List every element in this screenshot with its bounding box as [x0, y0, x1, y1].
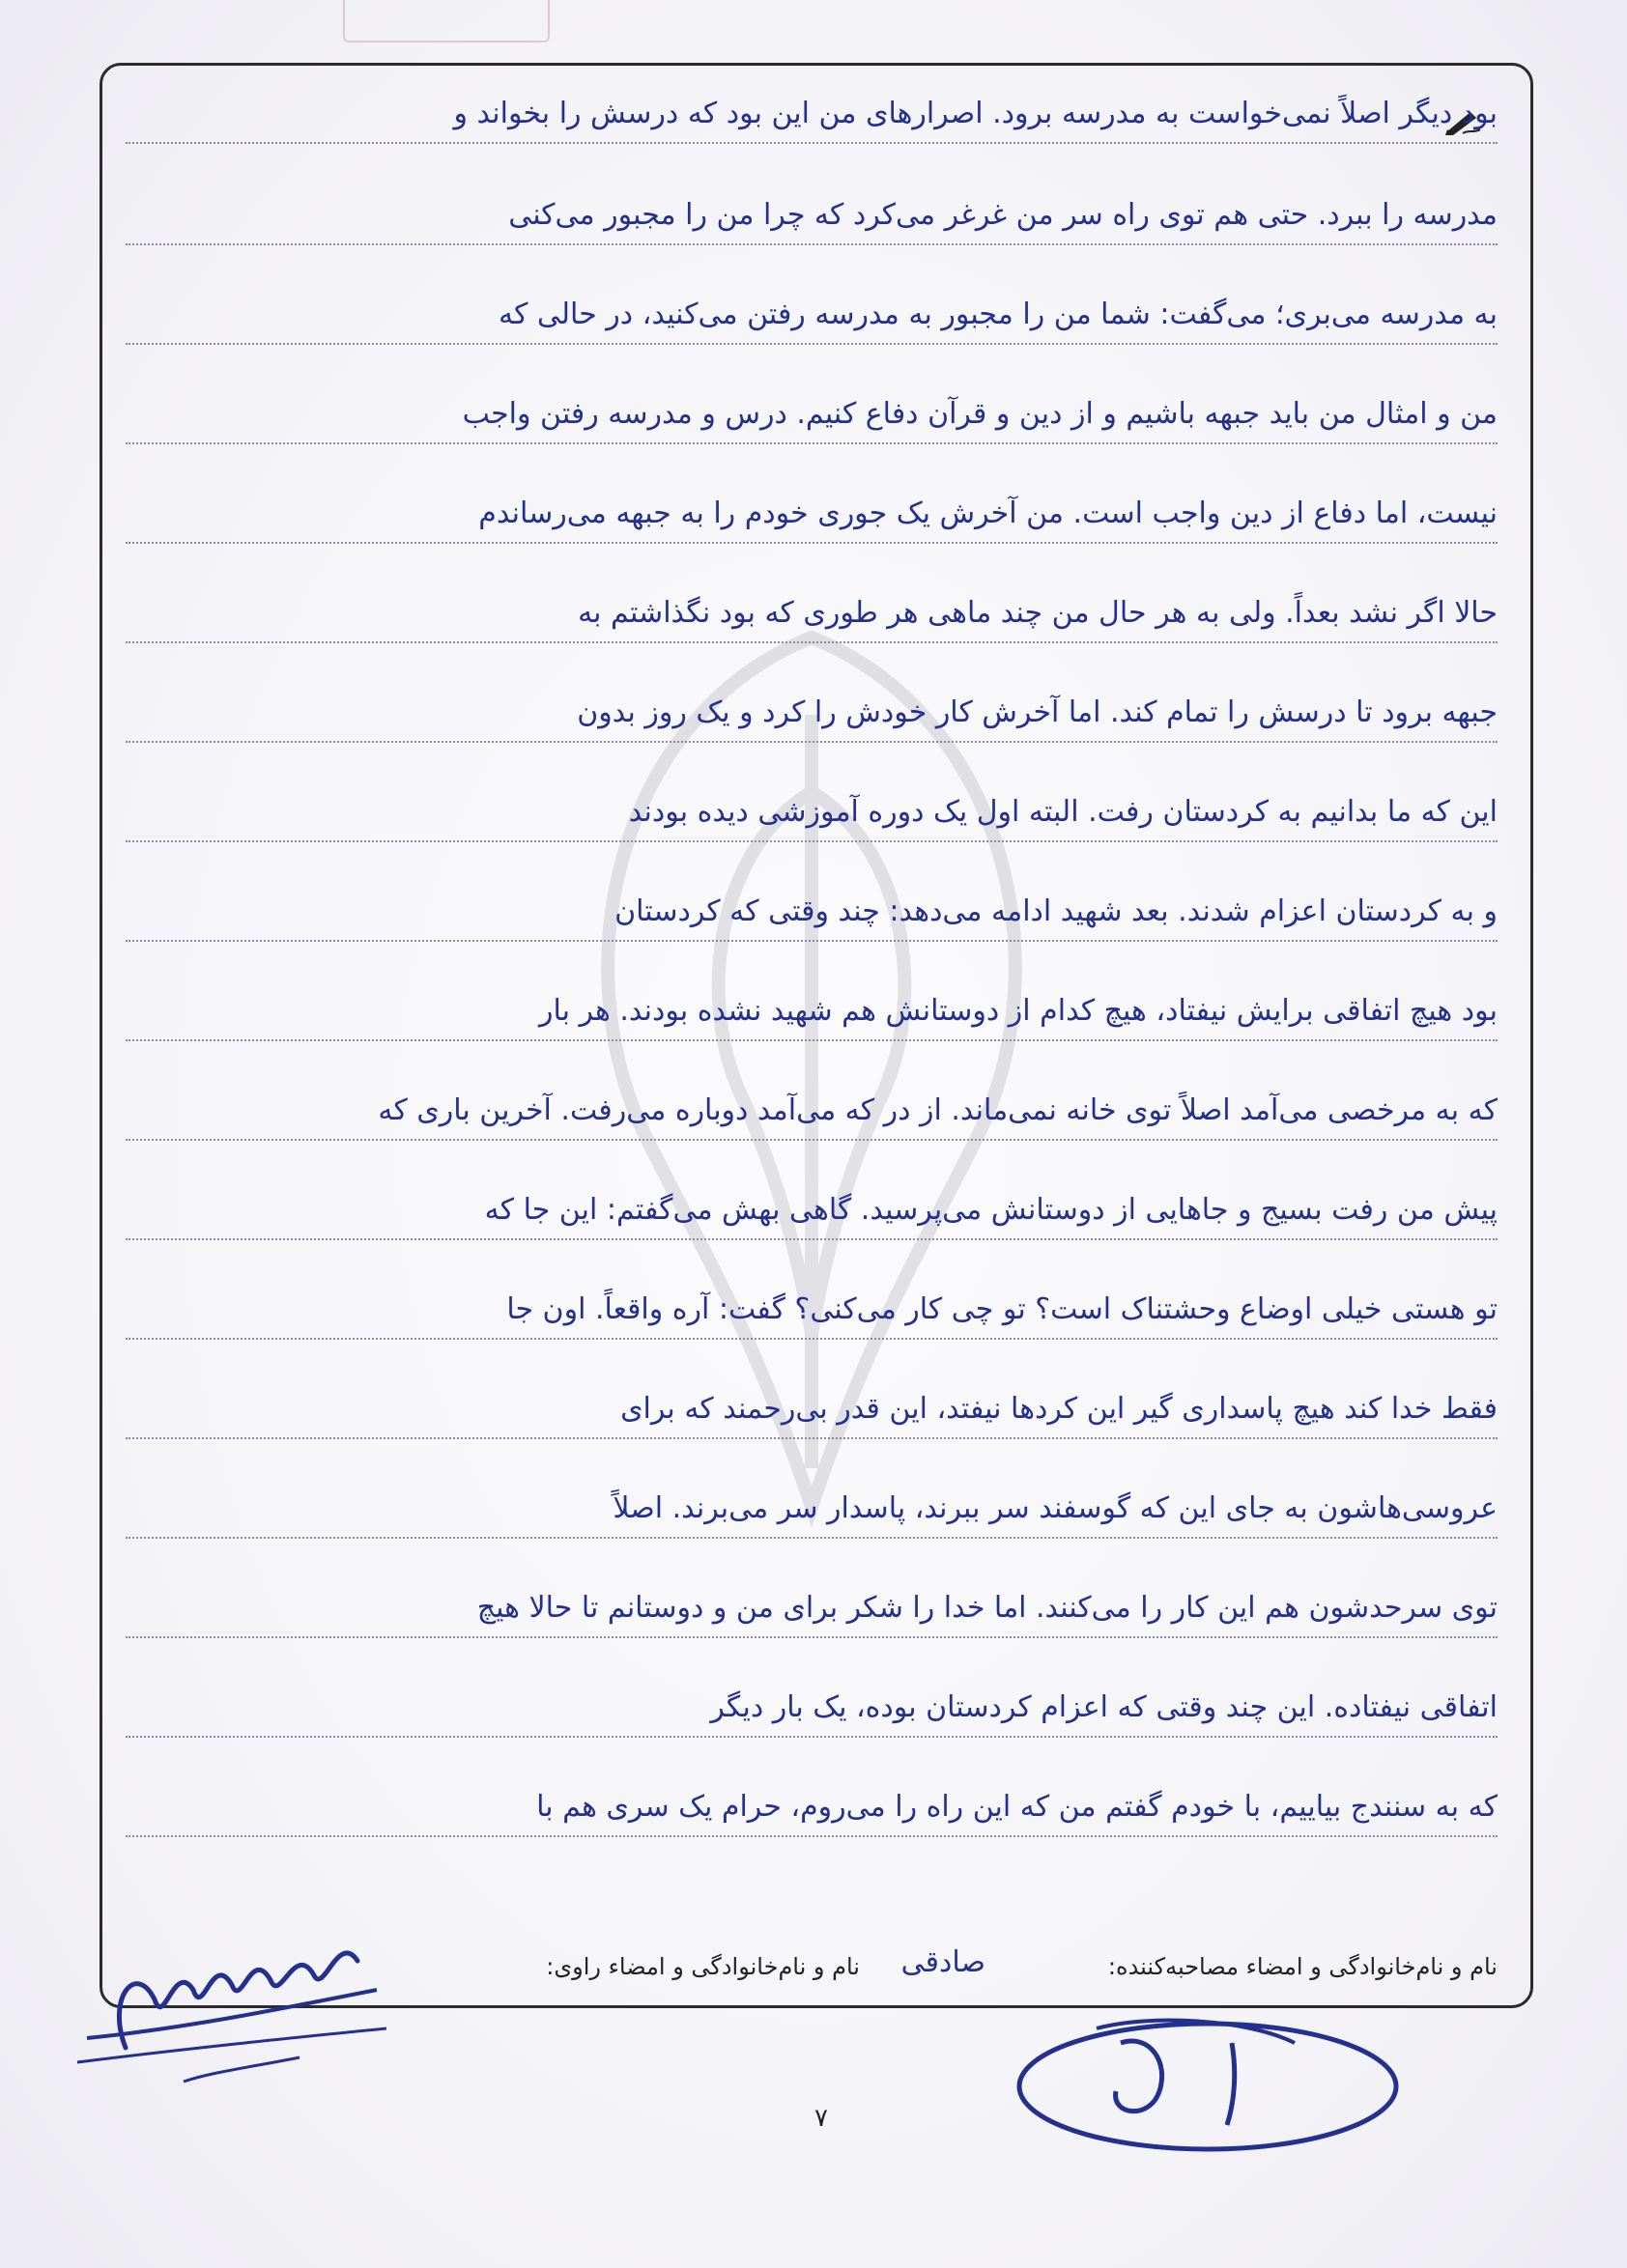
interviewer-label: نام و نام‌خانوادگی و امضاء مصاحبه‌کننده: [1107, 1953, 1498, 1980]
interviewer-signature [1005, 2004, 1411, 2169]
archive-stamp [343, 0, 550, 43]
narrator-signature [68, 1893, 386, 2086]
handwritten-line: که به مرخصی می‌آمد اصلاً توی خانه نمی‌ماند. از در که می‌آمد دوباره می‌رفت. آخرین باری که [126, 1089, 1498, 1141]
handwritten-line: پیش من رفت بسیج و جاهایی از دوستانش می‌پرسید. گاهی بهش می‌گفتم: این جا که [126, 1188, 1498, 1240]
handwritten-line: بود دیگر اصلاً نمی‌خواست به مدرسه برود. اصرارهای من این بود که درسش را بخواند و [126, 92, 1498, 144]
page-number: ۷ [814, 2104, 828, 2133]
handwritten-line: مدرسه را ببرد. حتی هم توی راه سر من غرغر می‌کرد که چرا من را مجبور می‌کنی [126, 193, 1498, 245]
handwritten-line: به مدرسه می‌بری؛ می‌گفت: شما من را مجبور به مدرسه رفتن می‌کنید، در حالی که [126, 293, 1498, 345]
handwritten-line: و به کردستان اعزام شدند. بعد شهید ادامه می‌دهد: چند وقتی که کردستان [126, 890, 1498, 942]
handwritten-line: نیست، اما دفاع از دین واجب است. من آخرش یک جوری خودم را به جبهه می‌رساندم [126, 492, 1498, 544]
handwritten-line: عروسی‌هاشون به جای این که گوسفند سر ببرند، پاسدار سر می‌برند. اصلاً [126, 1487, 1498, 1539]
handwritten-line: این که ما بدانیم به کردستان رفت. البته اول یک دوره آموزشی دیده بودند [126, 790, 1498, 842]
handwritten-line: من و امثال من باید جبهه باشیم و از دین و قرآن دفاع کنیم. درس و مدرسه رفتن واجب [126, 392, 1498, 444]
handwritten-text-block [126, 92, 1498, 1927]
handwritten-line: فقط خدا کند هیچ پاسداری گیر این کردها نیفتد، این قدر بی‌رحمند که برای [126, 1387, 1498, 1439]
handwritten-line: اتفاقی نیفتاده. این چند وقتی که اعزام کردستان بوده، یک بار دیگر [126, 1686, 1498, 1738]
handwritten-line: بود هیچ اتفاقی برایش نیفتاد، هیچ کدام از دوستانش هم شهید نشده بودند. هر بار [126, 989, 1498, 1041]
handwritten-line: جبهه برود تا درسش را تمام کند. اما آخرش کار خودش را کرد و یک روز بدون [126, 691, 1498, 743]
handwritten-line: حالا اگر نشد بعداً. ولی به هر حال من چند ماهی هر طوری که بود نگذاشتم به [126, 591, 1498, 643]
handwritten-line: تو هستی خیلی اوضاع وحشتناک است؟ تو چی کار می‌کنی؟ گفت: آره واقعاً. اون جا [126, 1288, 1498, 1340]
narrator-label: نام و نام‌خانوادگی و امضاء راوی: [546, 1953, 860, 1980]
handwritten-line: توی سرحدشون هم این کار را می‌کنند. اما خدا را شکر برای من و دوستانم تا حالا هیچ [126, 1586, 1498, 1638]
interviewer-name: صادقی [900, 1945, 985, 1979]
handwritten-line: که به سنندج بیاییم، با خودم گفتم من که این راه را می‌روم، حرام یک سری هم با [126, 1785, 1498, 1837]
